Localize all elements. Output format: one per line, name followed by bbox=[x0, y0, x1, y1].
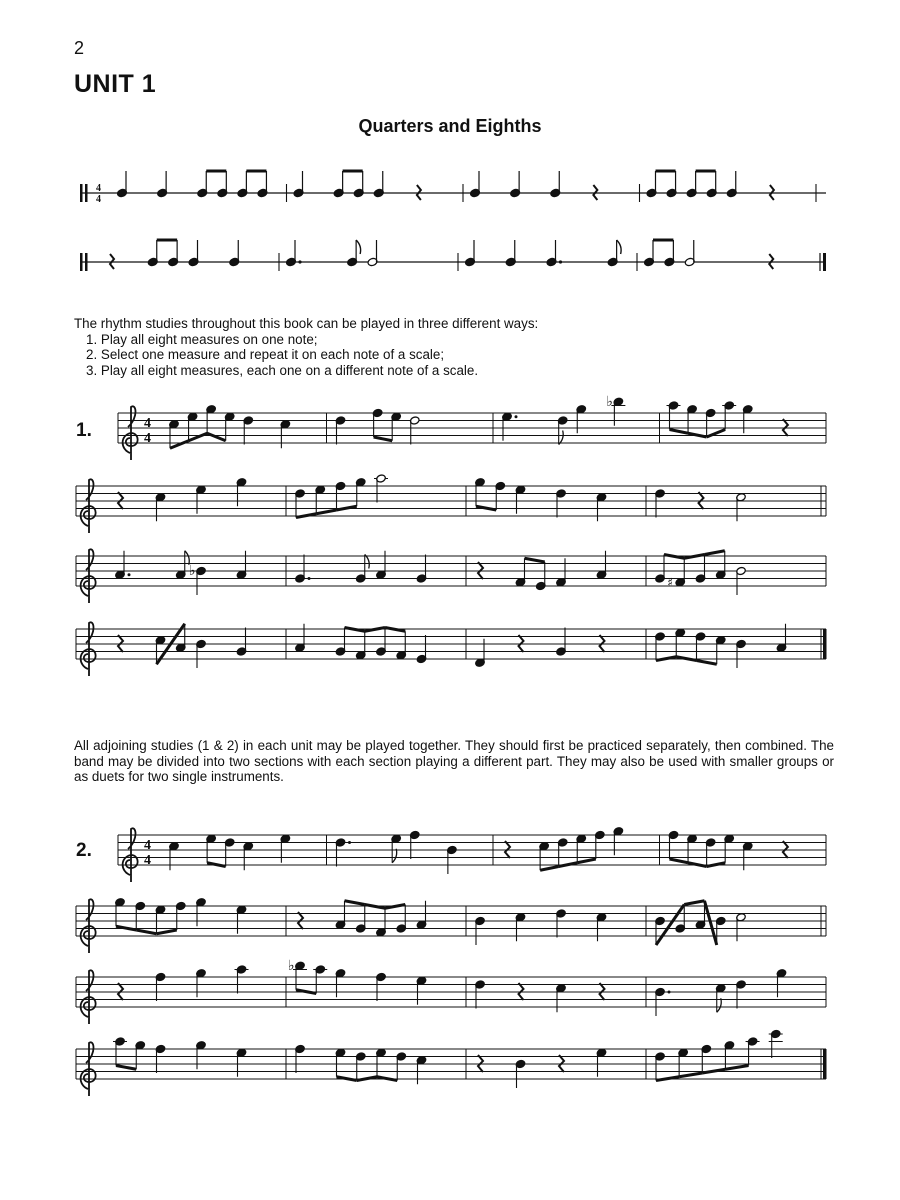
final-barline bbox=[823, 1049, 826, 1079]
staff-system bbox=[118, 394, 826, 460]
treble-clef bbox=[81, 970, 96, 1024]
time-signature-top: 4 bbox=[96, 183, 101, 194]
quarter-rest bbox=[519, 983, 524, 1000]
staff-system bbox=[76, 898, 826, 953]
quarter-rest bbox=[783, 419, 788, 436]
time-signature-bottom: 4 bbox=[144, 431, 151, 446]
beam bbox=[296, 514, 316, 518]
beam bbox=[697, 661, 717, 665]
beam bbox=[207, 433, 226, 441]
flat-sign: ♭ bbox=[606, 393, 613, 410]
beam bbox=[670, 430, 689, 434]
rhythm-lines bbox=[80, 171, 826, 271]
page-number: 2 bbox=[74, 38, 85, 58]
flag bbox=[356, 240, 361, 254]
beam bbox=[377, 1077, 397, 1081]
treble-clef bbox=[81, 899, 96, 953]
quarter-rest bbox=[118, 492, 123, 509]
beam bbox=[357, 1077, 377, 1081]
flat-sign: ♭ bbox=[288, 957, 295, 974]
quarter-rest bbox=[478, 562, 483, 579]
unit-title: UNIT 1 bbox=[74, 70, 157, 98]
percussion-clef bbox=[85, 184, 88, 202]
final-barline bbox=[823, 629, 826, 659]
beam bbox=[365, 628, 385, 632]
beam bbox=[525, 558, 545, 562]
staff-system bbox=[76, 474, 826, 533]
beam bbox=[676, 657, 696, 661]
beam bbox=[316, 510, 336, 514]
beam bbox=[702, 1069, 725, 1073]
beam bbox=[656, 657, 676, 661]
quarter-rest bbox=[600, 635, 605, 652]
beam bbox=[707, 863, 726, 867]
flag bbox=[365, 555, 370, 569]
staff-system bbox=[76, 622, 826, 676]
treble-clef bbox=[81, 622, 96, 676]
beam bbox=[337, 506, 357, 510]
dot bbox=[348, 841, 351, 844]
time-signature-top: 4 bbox=[144, 416, 151, 431]
dot bbox=[668, 991, 671, 994]
dot bbox=[515, 415, 518, 418]
quarter-rest bbox=[699, 492, 704, 509]
beam bbox=[705, 901, 717, 945]
beam bbox=[725, 1066, 748, 1070]
instruction-item: 3. Play all eight measures, each one on a different note of a scale. bbox=[86, 362, 479, 378]
beam bbox=[385, 905, 405, 909]
study-number: 2. bbox=[76, 840, 92, 861]
staff-system bbox=[118, 827, 826, 882]
beam bbox=[189, 433, 208, 441]
beam bbox=[136, 930, 156, 934]
beam bbox=[664, 555, 684, 559]
beam bbox=[296, 990, 316, 994]
instructions bbox=[74, 316, 834, 378]
treble-clef bbox=[81, 1042, 96, 1096]
quarter-rest bbox=[783, 841, 788, 858]
treble-clef bbox=[81, 549, 96, 603]
flag bbox=[617, 240, 622, 254]
quarter-rest bbox=[505, 841, 510, 858]
beam bbox=[385, 628, 405, 632]
quarter-rest bbox=[559, 1055, 564, 1072]
beam bbox=[670, 859, 689, 863]
beam bbox=[559, 863, 578, 867]
study-number: 1. bbox=[76, 420, 92, 441]
section-title: Quarters and Eighths bbox=[358, 116, 542, 136]
quarter-rest bbox=[519, 635, 524, 652]
adjoining-studies-note: All adjoining studies (1 & 2) in each unit may be played together. They should first be practiced separately, then combined. The band may be divided into two sections with each section playing a different part. They may also be used with smaller groups or as duets for two single instruments. bbox=[74, 738, 834, 784]
beam bbox=[345, 901, 365, 905]
rhythm-line bbox=[80, 171, 826, 205]
treble-clef bbox=[81, 479, 96, 533]
beam bbox=[365, 905, 385, 909]
flag bbox=[559, 431, 564, 445]
sharp-sign: ♯ bbox=[667, 575, 674, 590]
beam bbox=[705, 551, 725, 555]
quarter-rest bbox=[118, 635, 123, 652]
quarter-rest bbox=[478, 1055, 483, 1072]
beam bbox=[345, 628, 365, 632]
percussion-clef bbox=[80, 253, 83, 271]
staff-system bbox=[76, 958, 826, 1024]
instruction-item: 2. Select one measure and repeat it on each note of a scale; bbox=[86, 347, 445, 362]
beam bbox=[577, 859, 596, 863]
instruction-item: 1. Play all eight measures on one note; bbox=[86, 331, 318, 347]
beam bbox=[688, 863, 707, 867]
beam bbox=[337, 1077, 357, 1081]
beam bbox=[116, 1066, 136, 1070]
rhythm-line bbox=[80, 240, 826, 271]
dot bbox=[559, 260, 562, 263]
time-signature-bottom: 4 bbox=[96, 194, 101, 205]
flag bbox=[392, 849, 397, 863]
beam bbox=[476, 506, 496, 510]
dot bbox=[128, 573, 131, 576]
beam bbox=[684, 901, 704, 905]
beam bbox=[656, 1077, 679, 1081]
quarter-rest bbox=[118, 983, 123, 1000]
treble-clef bbox=[123, 406, 138, 460]
beam bbox=[540, 867, 559, 871]
staff-system bbox=[76, 1029, 826, 1096]
quarter-rest bbox=[600, 983, 605, 1000]
time-signature-bottom: 4 bbox=[144, 853, 151, 868]
percussion-clef bbox=[80, 184, 83, 202]
beam bbox=[116, 926, 136, 930]
quarter-rest bbox=[298, 912, 303, 929]
beam bbox=[684, 555, 704, 559]
percussion-clef bbox=[85, 253, 88, 271]
beam bbox=[688, 433, 707, 437]
dot bbox=[298, 260, 301, 263]
final-barline bbox=[823, 253, 826, 271]
treble-clef bbox=[123, 828, 138, 882]
staff-system bbox=[76, 549, 826, 603]
time-signature-top: 4 bbox=[144, 838, 151, 853]
flag bbox=[717, 998, 722, 1012]
beam bbox=[207, 863, 226, 867]
flat-sign: ♭ bbox=[189, 563, 196, 579]
instructions-intro: The rhythm studies throughout this book can be played in three different ways: bbox=[74, 316, 539, 331]
beam bbox=[170, 441, 189, 449]
beam bbox=[679, 1073, 702, 1077]
beam bbox=[374, 437, 393, 441]
beam bbox=[157, 930, 177, 934]
dot bbox=[308, 577, 311, 580]
